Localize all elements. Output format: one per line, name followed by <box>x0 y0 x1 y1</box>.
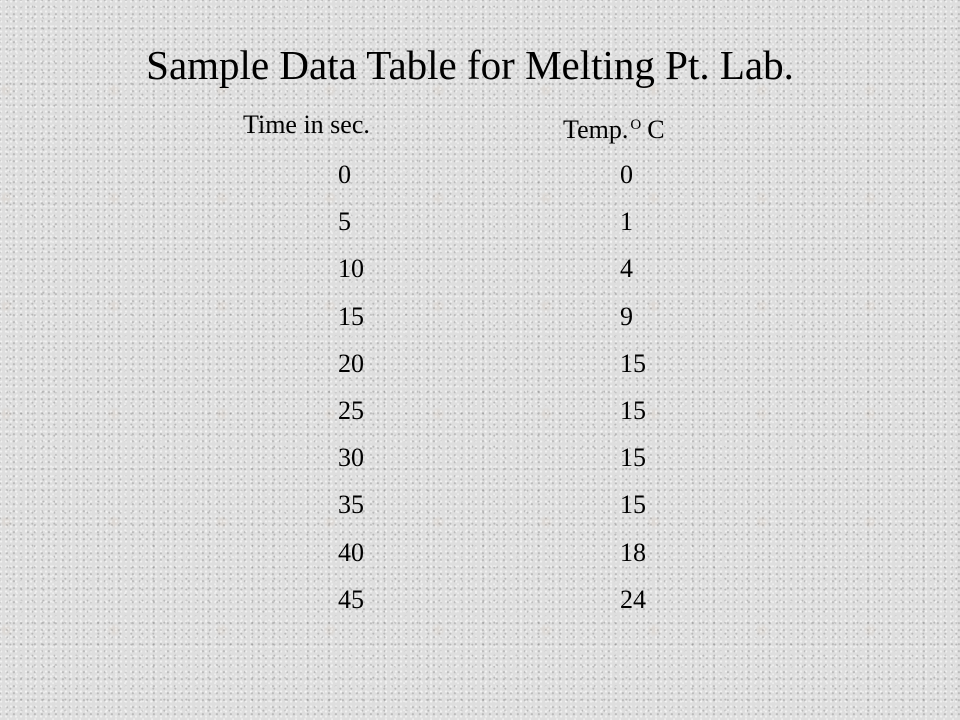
temp-cell: 1 <box>620 207 633 237</box>
slide-title: Sample Data Table for Melting Pt. Lab. <box>146 42 794 88</box>
temp-cell: 15 <box>620 395 646 425</box>
time-cell: 15 <box>338 301 364 331</box>
table-row <box>300 488 700 535</box>
temp-cell: 4 <box>620 254 633 284</box>
temp-cell: 15 <box>620 490 646 520</box>
time-cell: 10 <box>338 254 364 284</box>
temp-cell: 9 <box>620 301 633 331</box>
table-row <box>300 205 700 252</box>
table-row <box>300 394 700 441</box>
temp-cell: 18 <box>620 537 646 567</box>
table-row <box>300 441 700 488</box>
time-cell: 40 <box>338 537 364 567</box>
table-row <box>300 300 700 347</box>
temp-header-label: Temp. <box>563 115 629 144</box>
temp-header-unit: C <box>647 115 665 144</box>
time-cell: 25 <box>338 395 364 425</box>
time-column-header: Time in sec. <box>243 110 370 139</box>
table-row <box>300 252 700 299</box>
time-cell: 45 <box>338 584 364 614</box>
table-row <box>300 536 700 583</box>
time-cell: 0 <box>338 160 351 189</box>
degree-symbol: O <box>630 117 642 133</box>
temp-column-header <box>563 108 665 147</box>
temp-cell: 15 <box>620 443 646 473</box>
data-table <box>300 158 700 630</box>
time-cell: 20 <box>338 348 364 378</box>
table-row <box>300 347 700 394</box>
temp-cell: 24 <box>620 584 646 614</box>
temp-cell: 0 <box>620 160 633 189</box>
time-cell: 5 <box>338 207 351 237</box>
time-cell: 35 <box>338 490 364 520</box>
table-row <box>300 158 700 205</box>
table-row <box>300 583 700 630</box>
time-cell: 30 <box>338 443 364 473</box>
temp-cell: 15 <box>620 348 646 378</box>
